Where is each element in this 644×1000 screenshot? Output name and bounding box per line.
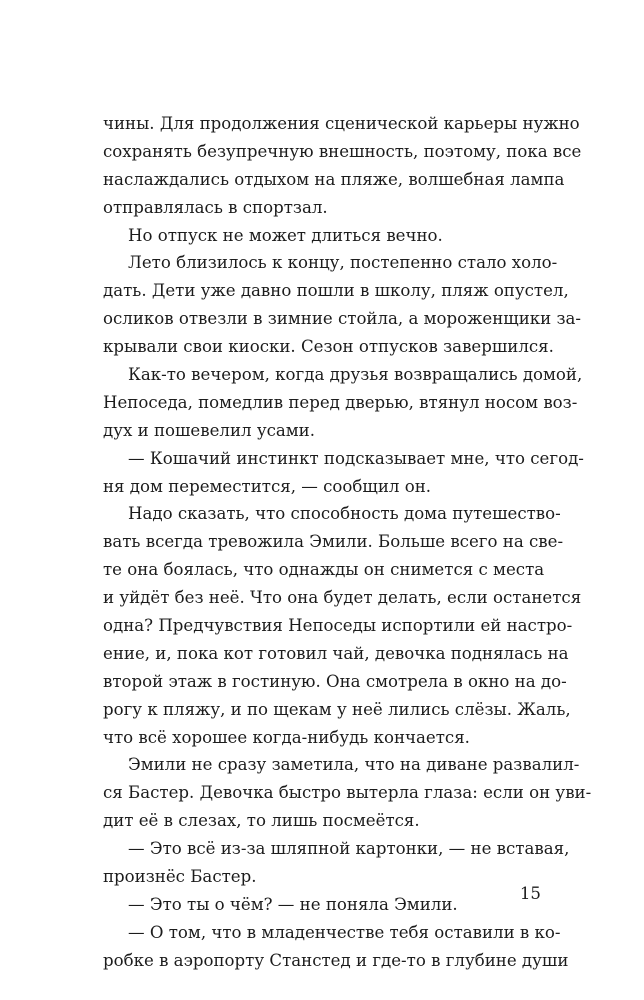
text-line: крывали свои киоски. Сезон отпусков завершился. — [103, 337, 554, 357]
text-line: наслаждались отдыхом на пляже, волшебная лампа — [103, 169, 565, 189]
text-line: что всё хорошее когда-нибудь кончается. — [103, 727, 470, 747]
text-line: чины. Для продолжения сценической карьеры нужно — [103, 114, 580, 133]
text-line: те она боялась, что однажды он снимется с места — [103, 560, 545, 580]
text-line: вать всегда тревожила Эмили. Больше всего на све- — [103, 532, 564, 552]
text-line: произнёс Бастер. — [103, 867, 257, 887]
text-line: рогу к пляжу, и по щекам у неё лились слёзы. Жаль, — [103, 699, 571, 719]
text-line: ня дом переместится, — сообщил он. — [103, 476, 432, 496]
text-line: — О том, что в младенчестве тебя оставили в ко- — [128, 922, 561, 942]
text-line: ение, и, пока кот готовил чай, девочка поднялась на — [103, 643, 569, 663]
text-line: робке в аэропорту Станстед и где-то в глубине души — [103, 950, 569, 970]
text-line: ся Бастер. Девочка быстро вытерла глаза: если он уви- — [103, 783, 592, 803]
text-line: отправлялась в спортзал. — [103, 197, 328, 217]
text-line: Надо сказать, что способность дома путешество- — [128, 504, 561, 524]
page-number: 15 — [519, 884, 541, 903]
text-line: дух и пошевелил усами. — [103, 420, 316, 440]
text-line: — Это ты о чём? — не поняла Эмили. — [128, 894, 458, 914]
text-line: сохранять безупречную внешность, поэтому, пока все — [103, 141, 582, 161]
text-line: второй этаж в гостиную. Она смотрела в окно на до- — [103, 671, 567, 691]
text-line: Непоседа, помедлив перед дверью, втянул носом воз- — [103, 392, 578, 412]
text-line: дит её в слезах, то лишь посмеётся. — [103, 811, 420, 831]
text-line: осликов отвезли в зимние стойла, а мороженщики за- — [103, 309, 582, 329]
text-line: Лето близилось к концу, постепенно стало холо- — [128, 253, 558, 273]
text-line: и уйдёт без неё. Что она будет делать, если останется — [103, 588, 582, 608]
text-line: — Кошачий инстинкт подсказывает мне, что сегод- — [128, 448, 584, 468]
text-line: Как-то вечером, когда друзья возвращались домой, — [128, 365, 583, 385]
text-line: Эмили не сразу заметила, что на диване развалил- — [128, 755, 580, 775]
text-line: Но отпуск не может длиться вечно. — [128, 225, 443, 245]
text-line: одна? Предчувствия Непоседы испортили ей настро- — [103, 616, 573, 636]
text-line: дать. Дети уже давно пошли в школу, пляж опустел, — [103, 281, 569, 301]
text-line: — Это всё из-за шляпной картонки, — не вставая, — [128, 839, 570, 859]
body-text — [103, 110, 592, 975]
